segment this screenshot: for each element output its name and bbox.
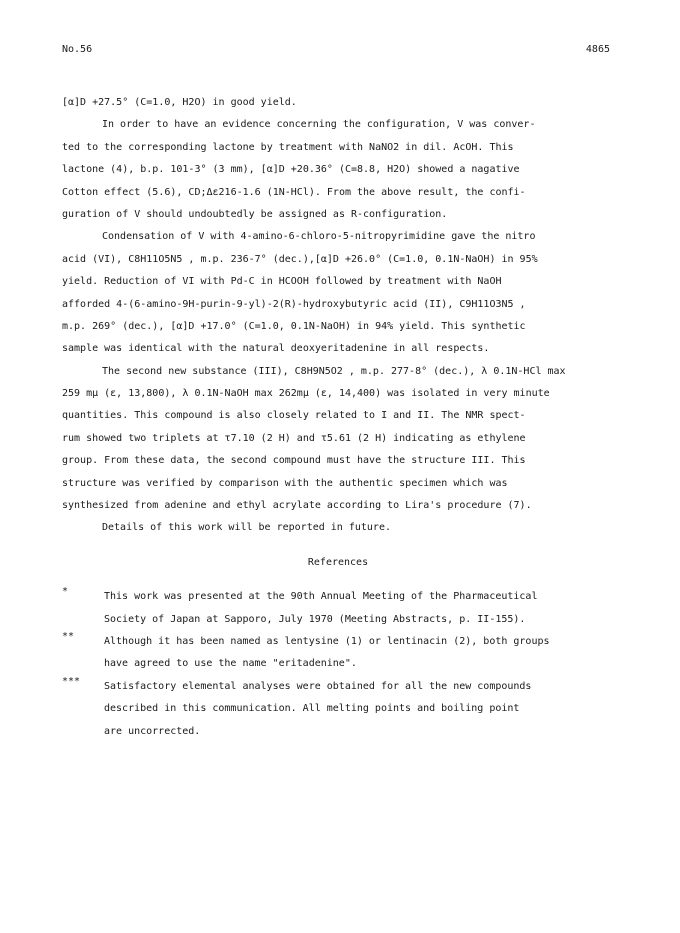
reference-item [62, 586, 614, 631]
body-line: group. From these data, the second compound must have the structure III. This [62, 455, 526, 467]
body-line: 259 mμ (ε, 13,800), λ 0.1N-NaOH max 262mμ (ε, 14,400) was isolated in very minute [62, 388, 550, 400]
body-line: m.p. 269° (dec.), [α]D +17.0° (C=1.0, 0.1N-NaOH) in 94% yield. This synthetic [62, 320, 526, 332]
footnote-mark: ** [62, 630, 75, 642]
body-line: synthesized from adenine and ethyl acrylate according to Lira's procedure (7). [62, 500, 532, 512]
body-line: In order to have an evidence concerning the configuration, V was conver- [102, 119, 536, 131]
body-text [62, 92, 614, 743]
body-line: Cotton effect (5.6), CD;Δε216-1.6 (1N-HCl). From the above result, the confi- [62, 186, 526, 198]
references-list [62, 586, 614, 743]
body-line: Details of this work will be reported in future. [102, 522, 391, 534]
body-line: [α]D +27.5° (C=1.0, H2O) in good yield. [62, 97, 297, 108]
reference-item [62, 676, 614, 743]
body-line: rum showed two triplets at τ7.10 (2 H) and τ5.61 (2 H) indicating as ethylene [62, 432, 526, 444]
body-line: The second new substance (III), C8H9N5O2 , m.p. 277-8° (dec.), λ 0.1N-HCl max [102, 365, 566, 377]
running-head [62, 44, 610, 58]
body-line: quantities. This compound is also closely related to I and II. The NMR spect- [62, 410, 526, 422]
reference-line: Society of Japan at Sapporo, July 1970 (Meeting Abstracts, p. II-155). [104, 613, 526, 625]
reference-item [62, 631, 614, 676]
footnote-mark: * [62, 586, 69, 598]
reference-line: Although it has been named as lentysine (1) or lentinacin (2), both groups [104, 635, 550, 647]
body-line: sample was identical with the natural deoxyeritadenine in all respects. [62, 343, 490, 355]
body-line: afforded 4-(6-amino-9H-purin-9-yl)-2(R)-hydroxybutyric acid (II), C9H11O3N5 , [62, 298, 526, 310]
body-line: yield. Reduction of VI with Pd-C in HCOOH followed by treatment with NaOH [62, 276, 502, 288]
footnote-mark: *** [62, 675, 81, 687]
reference-line: Satisfactory elemental analyses were obtained for all the new compounds [104, 680, 532, 692]
reference-line: described in this communication. All melting points and boiling point [104, 703, 520, 715]
journal-issue: No.56 [62, 44, 93, 55]
body-line: Condensation of V with 4-amino-6-chloro-5-nitropyrimidine gave the nitro [102, 231, 536, 243]
body-line: guration of V should undoubtedly be assigned as R-configuration. [62, 208, 448, 220]
body-line: acid (VI), C8H11O5N5 , m.p. 236-7° (dec.),[α]D +26.0° (C=1.0, 0.1N-NaOH) in 95% [62, 253, 538, 265]
body-line: structure was verified by comparison with the authentic specimen which was [62, 477, 508, 489]
reference-line: are uncorrected. [104, 725, 201, 737]
reference-line: This work was presented at the 90th Annual Meeting of the Pharmaceutical [104, 591, 538, 603]
page-number: 4865 [585, 44, 610, 55]
reference-line: have agreed to use the name "eritadenine". [104, 658, 357, 670]
body-line: ted to the corresponding lactone by treatment with NaNO2 in dil. AcOH. This [62, 141, 514, 153]
body-line: lactone (4), b.p. 101-3° (3 mm), [α]D +20.36° (C=8.8, H2O) showed a nagative [62, 164, 520, 176]
references-heading: References [307, 556, 369, 568]
